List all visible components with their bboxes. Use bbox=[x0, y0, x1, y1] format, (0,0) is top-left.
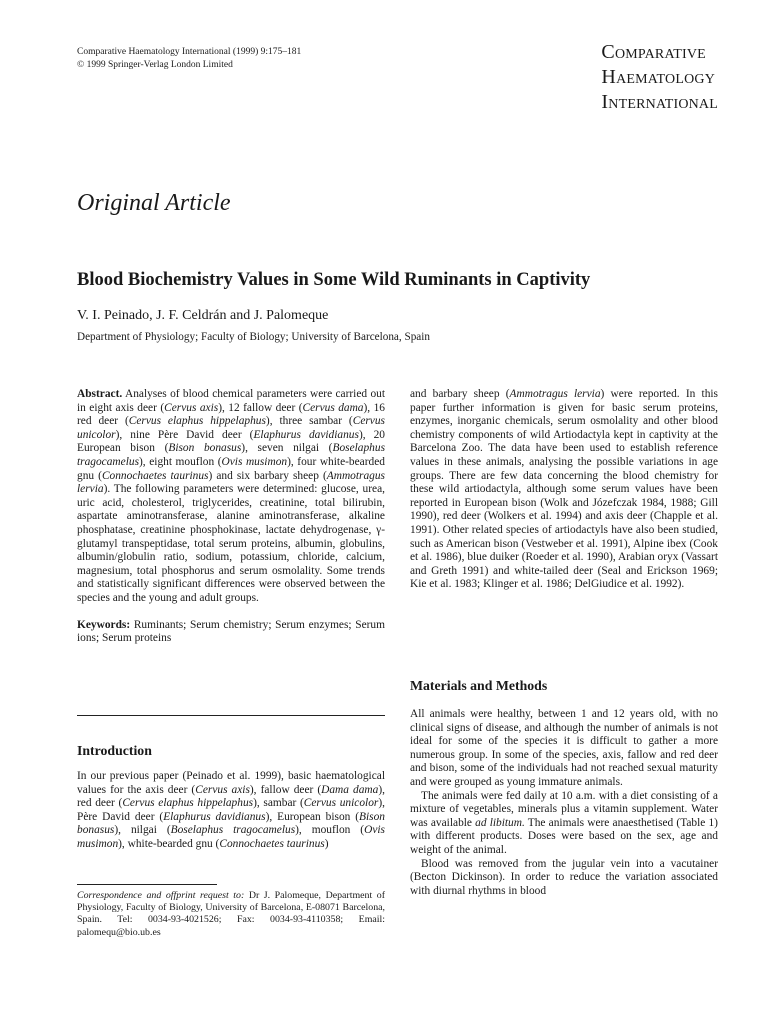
body-text: ), fallow deer ( bbox=[249, 783, 322, 796]
species-name: Dama dama bbox=[321, 783, 379, 796]
keywords bbox=[77, 619, 385, 646]
introduction-heading: Introduction bbox=[77, 743, 152, 758]
intro-continuation-paragraph bbox=[410, 388, 718, 592]
species-name: Cervus elaphus hippelaphus bbox=[128, 415, 266, 428]
methods-heading: Materials and Methods bbox=[410, 678, 548, 693]
abstract-text: ), 12 fallow deer ( bbox=[218, 401, 303, 414]
abstract-text: ), seven nilgai ( bbox=[241, 442, 333, 455]
introduction-paragraph bbox=[77, 770, 385, 852]
abstract-text: ), eight mouflon ( bbox=[139, 455, 222, 468]
body-text: ), Père David deer ( bbox=[77, 797, 385, 823]
abstract-text: ), four white-bearded gnu ( bbox=[77, 455, 385, 482]
species-name: Cervus axis bbox=[164, 401, 219, 414]
species-name: Ammotragus lervia bbox=[77, 469, 385, 496]
species-name: Connochaetes taurinus bbox=[101, 469, 209, 482]
species-name: Elaphurus davidianus bbox=[253, 428, 359, 441]
abstract-label: Abstract. bbox=[77, 388, 123, 400]
abstract-text: ), nine Père David deer ( bbox=[115, 428, 254, 441]
species-name: Ovis musimon bbox=[77, 824, 385, 850]
abstract-paragraph bbox=[77, 388, 385, 606]
journal-logo bbox=[601, 40, 718, 115]
methods-text bbox=[410, 708, 718, 898]
species-name: Ammotragus lervia bbox=[509, 388, 601, 400]
journal-name-line3: International bbox=[601, 91, 718, 113]
abstract-text: ) and six barbary sheep ( bbox=[208, 469, 327, 482]
body-text: ), European bison ( bbox=[265, 810, 360, 823]
authors: V. I. Peinado, J. F. Celdrán and J. Palomeque bbox=[77, 308, 329, 323]
paper-title: Blood Biochemistry Values in Some Wild Ruminants in Captivity bbox=[77, 270, 591, 290]
body-text: ) bbox=[324, 837, 329, 850]
species-name: Bison bonasus bbox=[168, 442, 242, 455]
correspondence-text: Dr J. Palomeque, Department of Physiology, Faculty of Biology, University of Barcelona, E-08071 Barcelona, Spain. Tel: 0034-93-4021526; Fax: 0034-93-4110358; Email: palomequ@bio.ub.es bbox=[77, 890, 385, 938]
abstract-text: ), 20 European bison ( bbox=[77, 428, 385, 455]
body-text: ), sambar ( bbox=[253, 797, 304, 810]
body-text: ), mouflon ( bbox=[295, 824, 365, 837]
species-name: Cervus unicolor bbox=[77, 415, 385, 441]
species-name: Boselaphus tragocamelus bbox=[77, 442, 386, 468]
abstract-divider bbox=[77, 715, 385, 716]
body-text: In our previous paper (Peinado et al. 1999), basic haematological values for the axis deer ( bbox=[77, 770, 385, 796]
species-name: Cervus unicolor bbox=[303, 797, 379, 810]
body-text: ), nilgai ( bbox=[114, 824, 171, 837]
citation-line: Comparative Haematology International (1999) 9:175–181 bbox=[77, 47, 302, 57]
affiliation: Department of Physiology; Faculty of Biology; University of Barcelona, Spain bbox=[77, 331, 430, 343]
abstract-block bbox=[77, 388, 385, 646]
species-name: Bison bonasus bbox=[77, 810, 385, 837]
correspondence-label: Correspondence and offprint request to: bbox=[77, 890, 245, 901]
methods-paragraph: Blood was removed from the jugular vein into a vacutainer (Becton Dickinson). In order to reduce the variation associated with diurnal rhythms in blood bbox=[410, 857, 718, 897]
introduction-text bbox=[77, 770, 385, 852]
abstract-text: ). The following parameters were determined: glucose, urea, uric acid, cholesterol, triglycerides, creatinine, total bilirubin, aspartate aminotransferase, alanine aminotransferase, alkaline phosphatase, creatinine phosphokinase, lactate dehydrogenase, γ-glutamyl transpeptidase, total serum proteins, albumin, globulins, albumin/globulin ratio, sodium, potassium, chloride, calcium, magnesium, total phosphorus and serum osmolality. Some trends and statistically significant differences were observed between the species and the young and adult groups. bbox=[77, 483, 385, 604]
article-type: Original Article bbox=[77, 190, 231, 216]
species-name: Cervus axis bbox=[195, 783, 250, 796]
body-text: ), red deer ( bbox=[77, 783, 385, 810]
correspondence-paragraph bbox=[77, 890, 385, 939]
body-text: ) were reported. In this paper further information is given for basic serum proteins, enzymes, inorganic chemicals, serum osmolality and other blood chemistry components of wild Artiodactyla kept in captivity at the Barcelona Zoo. The data have been used to establish reference values in these animals, analysing the possible variations in age groups. There are few data concerning the blood chemistry for these wild artiodactyla, although some serum values have been reported in European bison (Wolk and Józefczak 1984, 1988; Gill 1990), red deer (Wolkers et al. 1994) and axis deer (Chapple et al. 1991). Other related species of artiodactyls have also been studied, such as American bison (Vestweber et al. 1991), Alpine ibex (Cook et al. 1986), blue duiker (Roeder et al. 1990), Arabian oryx (Vassart and Greth 1991) and white-tailed deer (Seal and Erickson 1969; Kie et al. 1983; Klinger et al. 1986; DelGiudice et al. 1992). bbox=[410, 388, 718, 591]
species-name: Boselaphus tragocamelus bbox=[170, 824, 296, 837]
body-text: ), white-bearded gnu ( bbox=[118, 837, 220, 850]
correspondence-note bbox=[77, 890, 385, 939]
abstract-text: Analyses of blood chemical parameters were carried out in eight axis deer ( bbox=[77, 388, 385, 414]
latin-phrase: ad libitum. bbox=[475, 816, 525, 829]
journal-name-line2: Haematology bbox=[601, 66, 716, 88]
footnote-divider bbox=[77, 884, 217, 885]
methods-paragraph bbox=[410, 790, 718, 858]
species-name: Cervus elaphus hippelaphus bbox=[122, 797, 254, 810]
keywords-text: Ruminants; Serum chemistry; Serum enzymes; Serum ions; Serum proteins bbox=[77, 618, 385, 645]
species-name: Connochaetes taurinus bbox=[219, 837, 325, 850]
keywords-label: Keywords: bbox=[77, 618, 131, 631]
copyright-line: © 1999 Springer-Verlag London Limited bbox=[77, 60, 233, 70]
species-name: Cervus dama bbox=[302, 401, 364, 414]
intro-continuation bbox=[410, 388, 718, 592]
species-name: Elaphurus davidianus bbox=[163, 810, 266, 823]
abstract-text: ), 16 red deer ( bbox=[77, 401, 385, 428]
abstract-text: ), three sambar ( bbox=[265, 415, 353, 428]
citation-block bbox=[77, 46, 301, 72]
methods-paragraph: All animals were healthy, between 1 and 12 years old, with no clinical signs of disease, and although the number of animals is not ideal for some of the species it is difficult to gather a more numerous group. In some of the species, axis, fallow and red deer and bison, some of the individuals had not reached sexual maturity and were grouped as young immature animals. bbox=[410, 708, 718, 788]
species-name: Ovis musimon bbox=[221, 455, 288, 468]
body-text: The animals were fed daily at 10 a.m. with a diet consisting of a mixture of vegetables, minerals plus a vitamin supplement. Water was available bbox=[410, 789, 718, 829]
journal-name-line1: Comparative bbox=[601, 41, 706, 63]
body-text: The animals were anaesthetised (Table 1) with different products. Doses were based on the sex, age and weight of the animal. bbox=[410, 816, 718, 856]
body-text: and barbary sheep ( bbox=[410, 388, 510, 400]
